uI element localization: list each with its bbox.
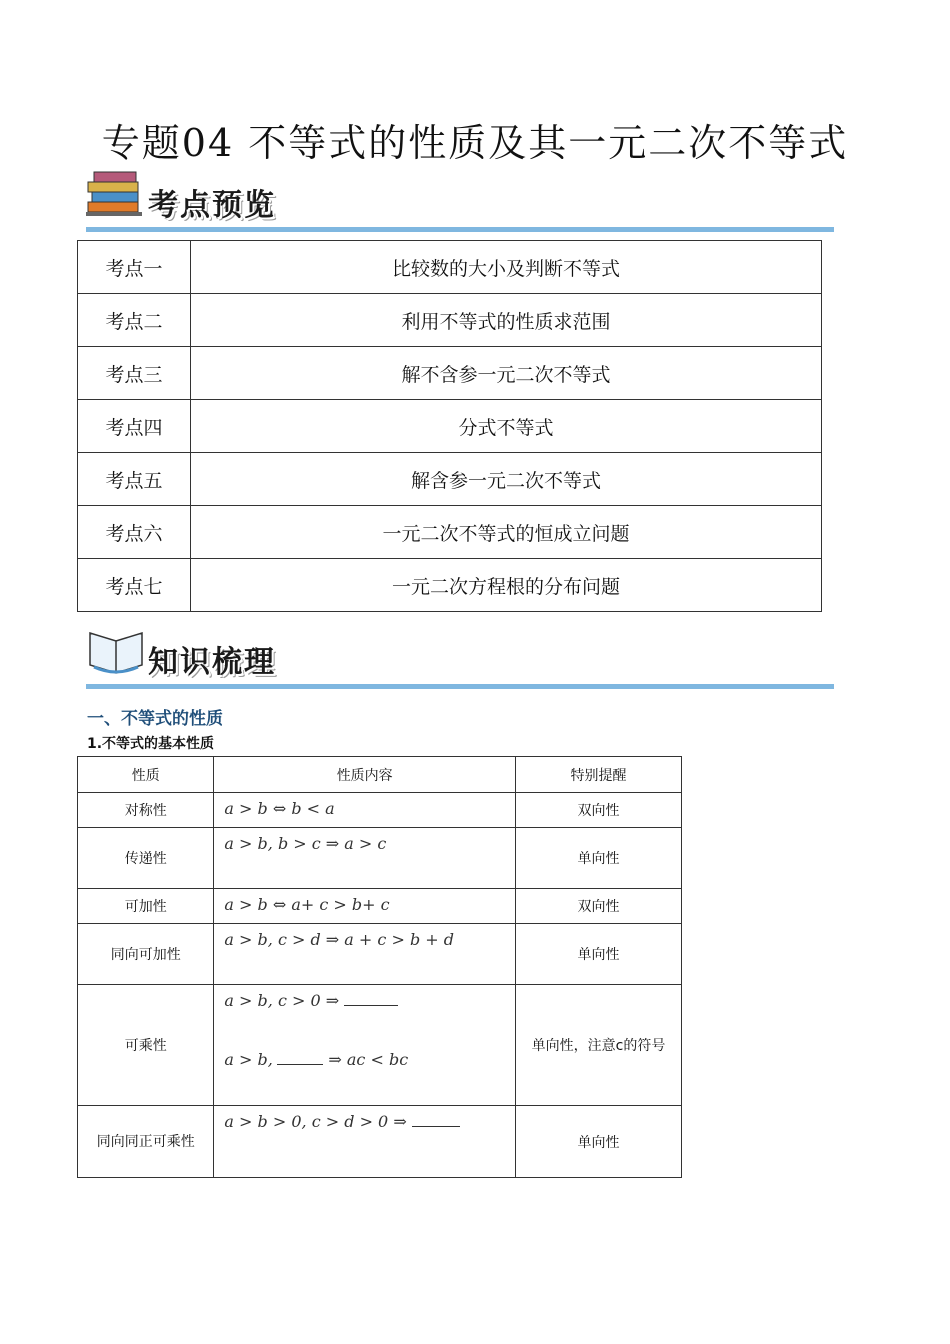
topic-title: 解含参一元二次不等式 [191,453,822,506]
table-row [78,1106,682,1178]
open-book-icon [86,625,146,677]
property-content [214,793,516,828]
header-cell: 性质内容 [214,757,516,793]
topic-title: 解不含参一元二次不等式 [191,347,822,400]
fill-blank [344,991,398,1006]
overview-heading: 考点预览 [148,188,276,223]
section-heading: 一、不等式的性质 [87,709,223,729]
formula: a > b, b > c ⇒ a > c [224,834,387,853]
property-note: 单向性 [515,1106,681,1178]
formula: a > b ⇔ b < a [224,799,335,818]
property-content [214,924,516,985]
topic-title: 一元二次方程根的分布问题 [191,559,822,612]
property-note: 单向性，注意c的符号 [515,985,681,1106]
table-row [78,985,682,1106]
knowledge-heading: 知识梳理 [148,645,276,680]
topic-label: 考点二 [78,294,191,347]
formula: a > b > 0, c > d > 0 ⇒ [224,1112,412,1131]
table-row [78,400,822,453]
table-row [78,924,682,985]
topic-label: 考点三 [78,347,191,400]
property-content [214,828,516,889]
overview-banner [86,168,836,232]
property-name: 可乘性 [78,985,214,1106]
property-note: 双向性 [515,793,681,828]
formula: ⇒ ac < bc [323,1050,409,1069]
formula: a > b, [224,1050,273,1069]
topic-title: 利用不等式的性质求范围 [191,294,822,347]
knowledge-banner [86,625,836,689]
topic-label: 考点五 [78,453,191,506]
topic-title: 比较数的大小及判断不等式 [191,241,822,294]
property-name: 传递性 [78,828,214,889]
table-row [78,793,682,828]
topic-label: 考点七 [78,559,191,612]
property-name: 同向同正可乘性 [78,1106,214,1178]
topic-title: 一元二次不等式的恒成立问题 [191,506,822,559]
table-row [78,559,822,612]
property-content [214,889,516,924]
topic-title: 分式不等式 [191,400,822,453]
header-cell: 性质 [78,757,214,793]
table-row [78,506,822,559]
banner-rule [86,684,834,689]
property-note: 单向性 [515,924,681,985]
fill-blank [412,1112,460,1127]
banner-rule [86,227,834,232]
property-note: 双向性 [515,889,681,924]
formula: a > b, c > 0 ⇒ [224,991,345,1010]
property-note: 单向性 [515,828,681,889]
topic-label: 考点四 [78,400,191,453]
table-row [78,453,822,506]
document-title: 专题04 不等式的性质及其一元二次不等式 [101,121,849,165]
subsection-heading: 1.不等式的基本性质 [87,736,215,752]
property-content [214,985,516,1106]
overview-table [77,240,822,612]
table-row [78,241,822,294]
formula: a > b, c > d ⇒ a + c > b + d [224,930,455,949]
topic-label: 考点六 [78,506,191,559]
formula: a > b ⇔ a+ c > b+ c [224,895,390,914]
properties-table [77,756,682,1178]
topic-label: 考点一 [78,241,191,294]
property-name: 可加性 [78,889,214,924]
books-icon [86,168,146,220]
table-row [78,889,682,924]
table-row [78,828,682,889]
header-cell: 特别提醒 [515,757,681,793]
property-content [214,1106,516,1178]
table-row [78,347,822,400]
table-row [78,294,822,347]
property-name: 同向可加性 [78,924,214,985]
property-name: 对称性 [78,793,214,828]
fill-blank [277,1050,323,1065]
